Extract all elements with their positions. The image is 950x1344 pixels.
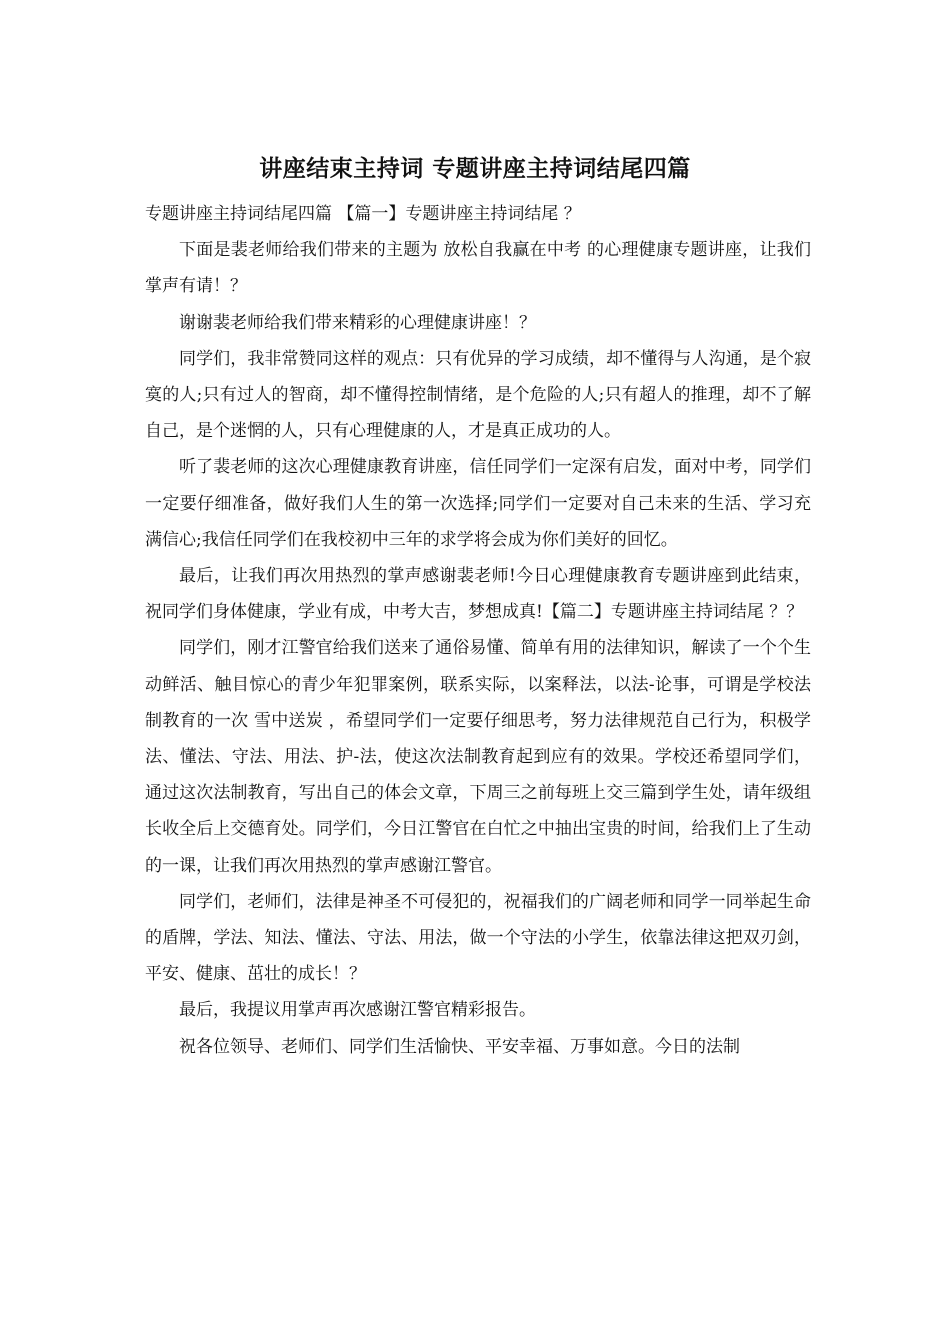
document-title: 讲座结束主持词 专题讲座主持词结尾四篇 xyxy=(259,155,691,182)
paragraph: 听了裴老师的这次心理健康教育讲座，信任同学们一定深有启发，面对中考，同学们一定要仔细准备，做好我们人生的第一次选择;同学们一定要对自己未来的生活、学习充满信心;我信任同学们在我校初中三年的求学将会成为你们美好的回忆。 xyxy=(145,457,811,550)
paragraph: 祝各位领导、老师们、同学们生活愉快、平安幸福、万事如意。今日的法制 xyxy=(179,1036,740,1057)
paragraph: 最后，我提议用掌声再次感谢江警官精彩报告。 xyxy=(179,1000,536,1021)
paragraph: 下面是裴老师给我们带来的主题为 放松自我赢在中考 的心理健康专题讲座，让我们掌声有请！？ xyxy=(145,240,811,297)
paragraph: 专题讲座主持词结尾四篇 【篇一】专题讲座主持词结尾 ？ xyxy=(145,204,581,224)
paragraph: 最后，让我们再次用热烈的掌声感谢裴老师!今日心理健康教育专题讲座到此结束，祝同学们身体健康，学业有成，中考大吉，梦想成真!【篇二】专题讲座主持词结尾 ？？ xyxy=(145,566,811,623)
document-body xyxy=(145,196,811,1065)
paragraph: 同学们，我非常赞同这样的观点：只有优异的学习成绩，却不懂得与人沟通，是个寂寞的人;只有过人的智商，却不懂得控制情绪，是个危险的人;只有超人的推理，却不了解自己，是个迷惘的人，只有心理健康的人，才是真正成功的人。 xyxy=(145,348,811,442)
paragraph: 同学们，刚才江警官给我们送来了通俗易懂、简单有用的法律知识，解读了一个个生动鲜活、触目惊心的青少年犯罪案例，联系实际，以案释法，以法-论事，可谓是学校法制教育的一次 雪中送炭 ，希望同学们一定要仔细思考，努力法律规范自己行为，积极学法、懂法、守法、用法、护-法，使这次法制教育起到应有的效果。学校还希望同学们，通过这次法制教育，写出自己的体会文章，下周三之前每班上交三篇到学生处，请年级组长收全后上交德育处。同学们，今日江警官在白忙之中抽出宝贵的时间，给我们上了生动的一课，让我们再次用热烈的掌声感谢江警官。 xyxy=(145,638,811,876)
paragraph: 谢谢裴老师给我们带来精彩的心理健康讲座！？ xyxy=(179,312,536,333)
paragraph: 同学们，老师们，法律是神圣不可侵犯的，祝福我们的广阔老师和同学一同举起生命的盾牌，学法、知法、懂法、守法、用法，做一个守法的小学生，依靠法律这把双刃剑，平安、健康、茁壮的成长！？ xyxy=(145,891,811,985)
